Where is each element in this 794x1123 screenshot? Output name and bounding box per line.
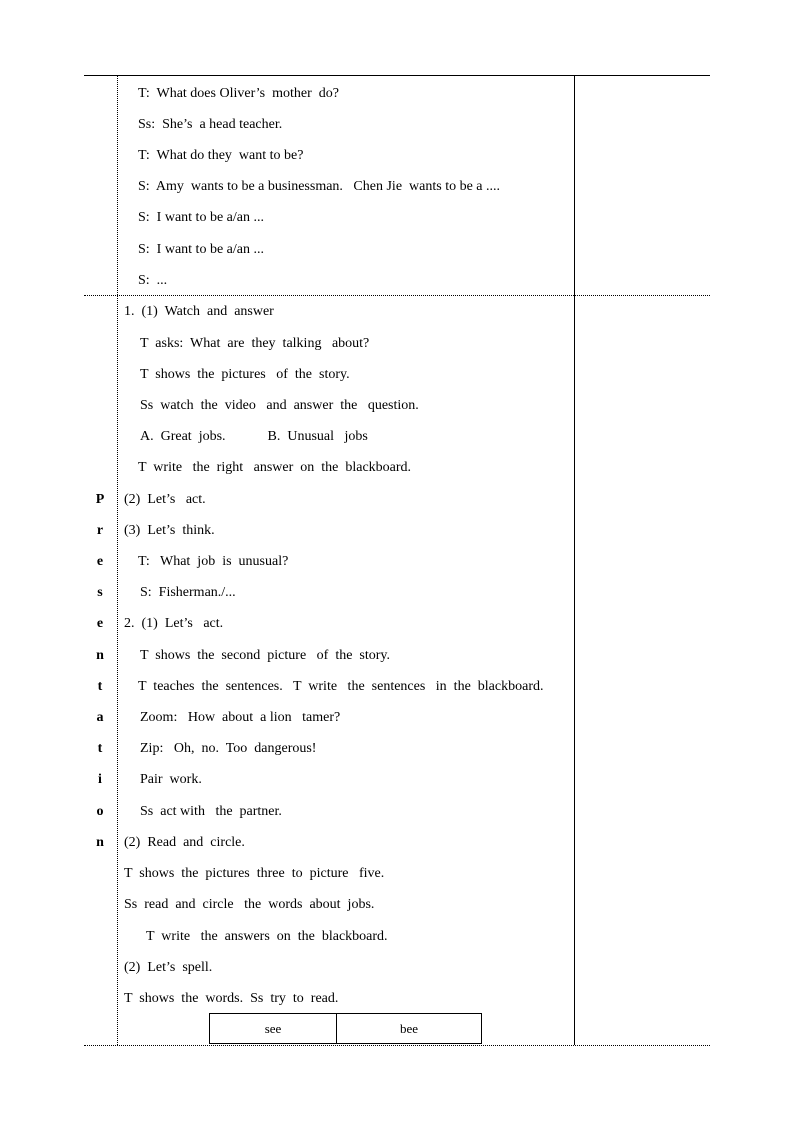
procedure-line: (2) Read and circle. <box>124 835 245 850</box>
procedure-line: T asks: What are they talking about? <box>140 336 370 351</box>
stage-letter: s <box>97 585 103 600</box>
notes-column-divider <box>574 76 575 1045</box>
procedure-line: 1. (1) Watch and answer <box>124 304 274 319</box>
stage-letter: n <box>96 835 104 850</box>
stage-letter: e <box>96 616 104 631</box>
procedure-line: T shows the pictures of the story. <box>140 367 350 382</box>
procedure-line: 2. (1) Let’s act. <box>124 616 224 631</box>
stage-letter: o <box>96 804 104 819</box>
dialogue-line: T: What do they want to be? <box>138 148 304 163</box>
procedure-line: T teaches the sentences. T write the sentences in the blackboard. <box>138 679 544 694</box>
dialogue-line: S: I want to be a/an ... <box>138 210 264 225</box>
stage-letter: t <box>97 679 103 694</box>
procedure-line: Zip: Oh, no. Too dangerous! <box>140 741 317 756</box>
procedure-line: Ss act with the partner. <box>140 804 282 819</box>
procedure-line: T shows the pictures three to picture five. <box>124 866 385 881</box>
stage-letter: e <box>96 554 104 569</box>
stage-letter: t <box>97 741 103 756</box>
dialogue-line: T: What does Oliver’s mother do? <box>138 86 339 101</box>
dialogue-line: Ss: She’s a head teacher. <box>138 117 283 132</box>
procedure-line: Pair work. <box>140 772 202 787</box>
procedure-line: (2) Let’s spell. <box>124 960 213 975</box>
procedure-line: S: Fisherman./... <box>140 585 236 600</box>
procedure-line: (2) Let’s act. <box>124 492 206 507</box>
stage-letter: n <box>96 648 104 663</box>
procedure-line: Ss read and circle the words about jobs. <box>124 897 375 912</box>
stage-letter: i <box>98 772 102 787</box>
dialogue-line: S: ... <box>138 273 168 288</box>
procedure-line: Ss watch the video and answer the question. <box>140 398 419 413</box>
stage-letter: r <box>96 523 104 538</box>
dialogue-line: S: I want to be a/an ... <box>138 242 264 257</box>
word-cell: bee <box>399 1020 419 1036</box>
procedure-line: T write the right answer on the blackboard. <box>138 460 412 475</box>
procedure-line: (3) Let’s think. <box>124 523 215 538</box>
table-top-border <box>84 75 710 76</box>
stage-letter: a <box>96 710 104 725</box>
procedure-line: Zoom: How about a lion tamer? <box>140 710 341 725</box>
word-cell: see <box>210 1014 337 1043</box>
procedure-line: T shows the second picture of the story. <box>140 648 391 663</box>
table-bottom-border <box>84 1045 710 1046</box>
section-divider <box>84 295 710 296</box>
procedure-line: T shows the words. Ss try to read. <box>124 991 339 1006</box>
procedure-line: T write the answers on the blackboard. <box>146 929 388 944</box>
stage-letter: P <box>95 492 105 507</box>
procedure-line: T: What job is unusual? <box>138 554 289 569</box>
spelling-word-table <box>209 1013 482 1044</box>
stage-column-divider <box>117 76 118 1045</box>
dialogue-line: S: Amy wants to be a businessman. Chen Jie wants to be a .... <box>138 179 501 194</box>
procedure-line: A. Great jobs. B. Unusual jobs <box>140 429 368 444</box>
